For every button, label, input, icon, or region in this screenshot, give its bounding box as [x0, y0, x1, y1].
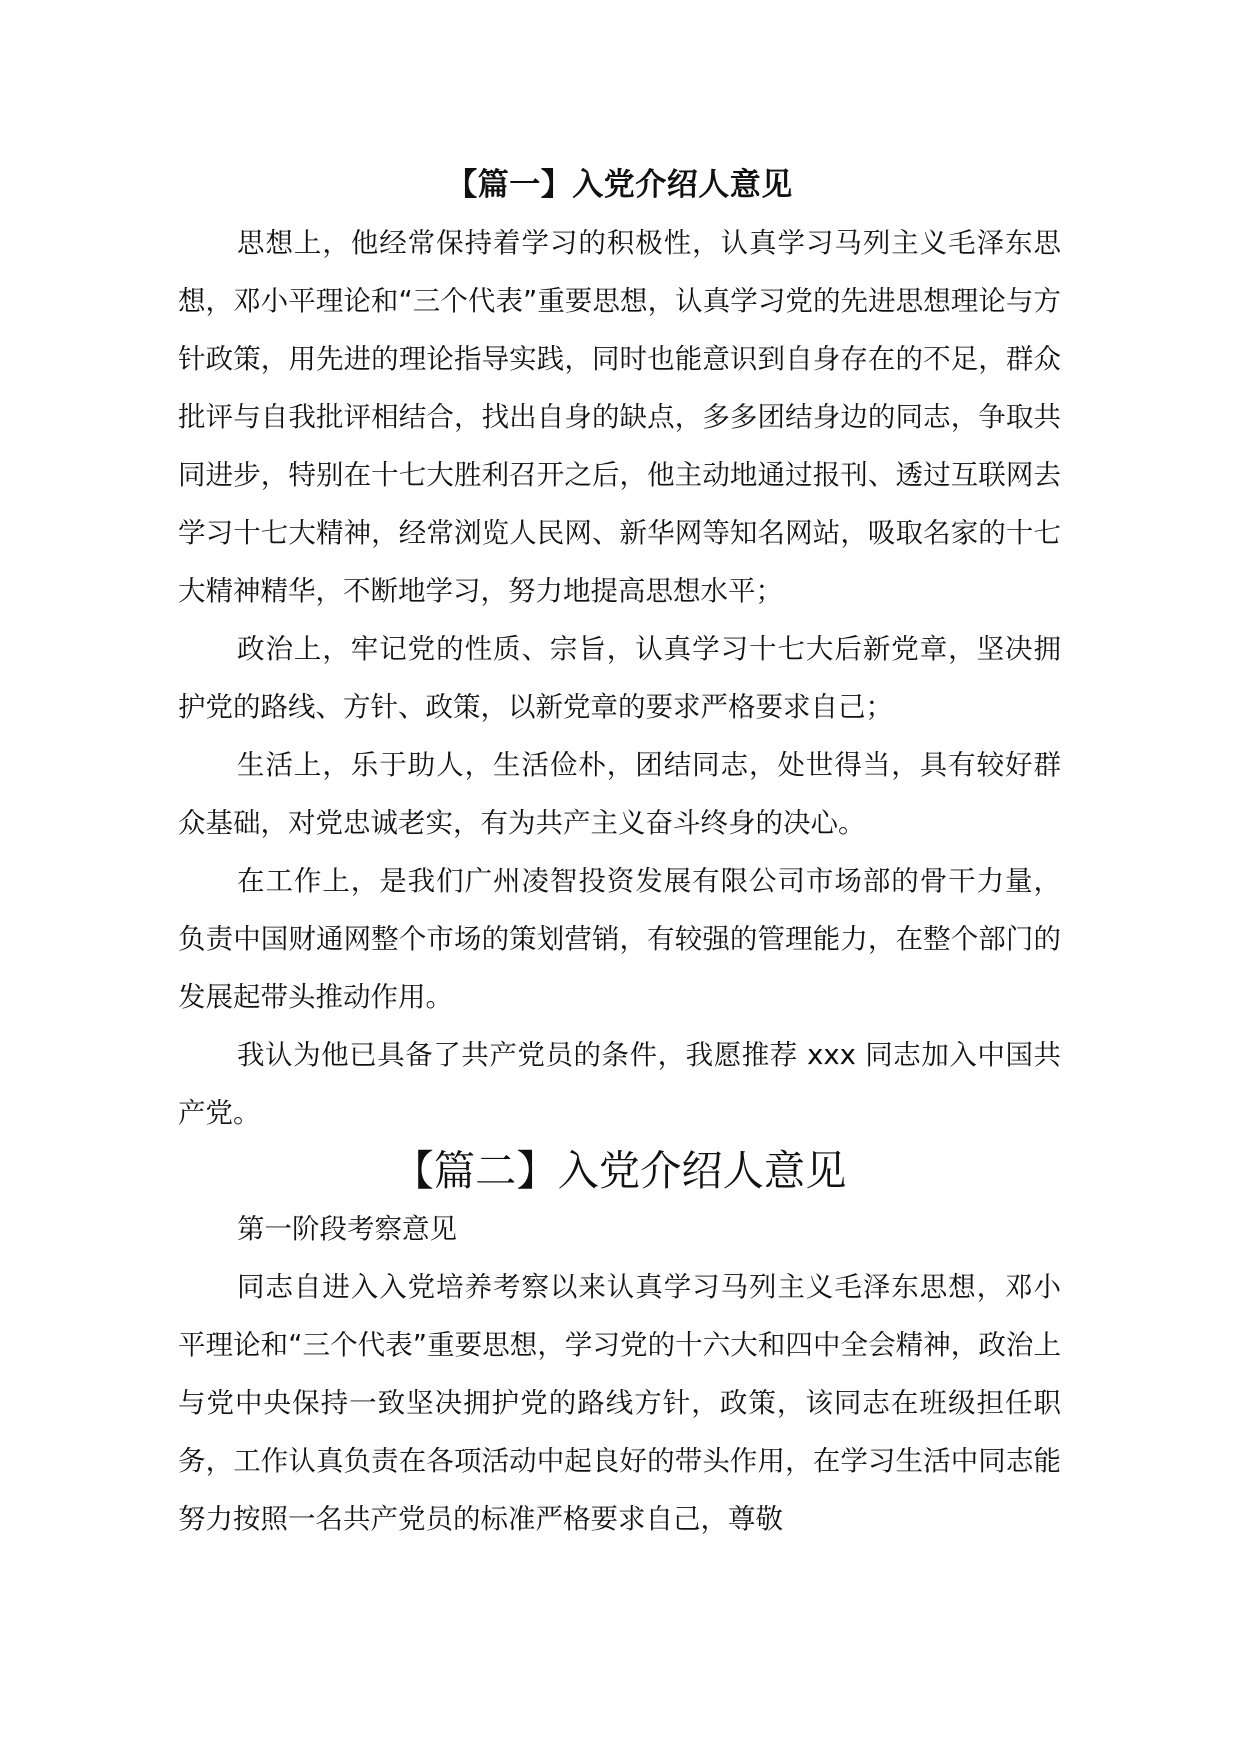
document-body: [178, 156, 1061, 1548]
section2-paragraph: 同志自进入入党培养考察以来认真学习马列主义毛泽东思想，邓小平理论和“三个代表”重要思想，学习党的十六大和四中全会精神，政治上与党中央保持一致坚决拥护党的路线方针，政策，该同志在班级担任职务，工作认真负责在各项活动中起良好的带头作用，在学习生活中同志能努力按照一名共产党员的标准严格要求自己，尊敬: [178, 1271, 1061, 1535]
section1-title: 【篇一】入党介绍人意见: [446, 167, 793, 203]
section1-paragraph-life: 生活上，乐于助人，生活俭朴，团结同志，处世得当，具有较好群众基础，对党忠诚老实，有为共产主义奋斗终身的决心。: [178, 749, 1061, 839]
section1-paragraph-work: 在工作上，是我们广州凌智投资发展有限公司市场部的骨干力量，负责中国财通网整个市场的策划营销，有较强的管理能力，在整个部门的发展起带头推动作用。: [178, 865, 1061, 1013]
section1-paragraph-recommendation: 我认为他已具备了共产党员的条件，我愿推荐 xxx 同志加入中国共产党。: [178, 1039, 1061, 1129]
section2-subheading: 第一阶段考察意见: [237, 1213, 457, 1245]
section2-title: 【篇二】入党介绍人意见: [392, 1147, 847, 1195]
section1-paragraph-thought: 思想上，他经常保持着学习的积极性，认真学习马列主义毛泽东思想，邓小平理论和“三个代表”重要思想，认真学习党的先进思想理论与方针政策，用先进的理论指导实践，同时也能意识到自身存在的不足，群众批评与自我批评相结合，找出自身的缺点，多多团结身边的同志，争取共同进步，特别在十七大胜利召开之后，他主动地通过报刊、透过互联网去学习十七大精神，经常浏览人民网、新华网等知名网站，吸取名家的十七大精神精华，不断地学习，努力地提高思想水平；: [178, 227, 1061, 607]
section1-paragraph-politics: 政治上，牢记党的性质、宗旨，认真学习十七大后新党章，坚决拥护党的路线、方针、政策，以新党章的要求严格要求自己；: [178, 633, 1061, 723]
